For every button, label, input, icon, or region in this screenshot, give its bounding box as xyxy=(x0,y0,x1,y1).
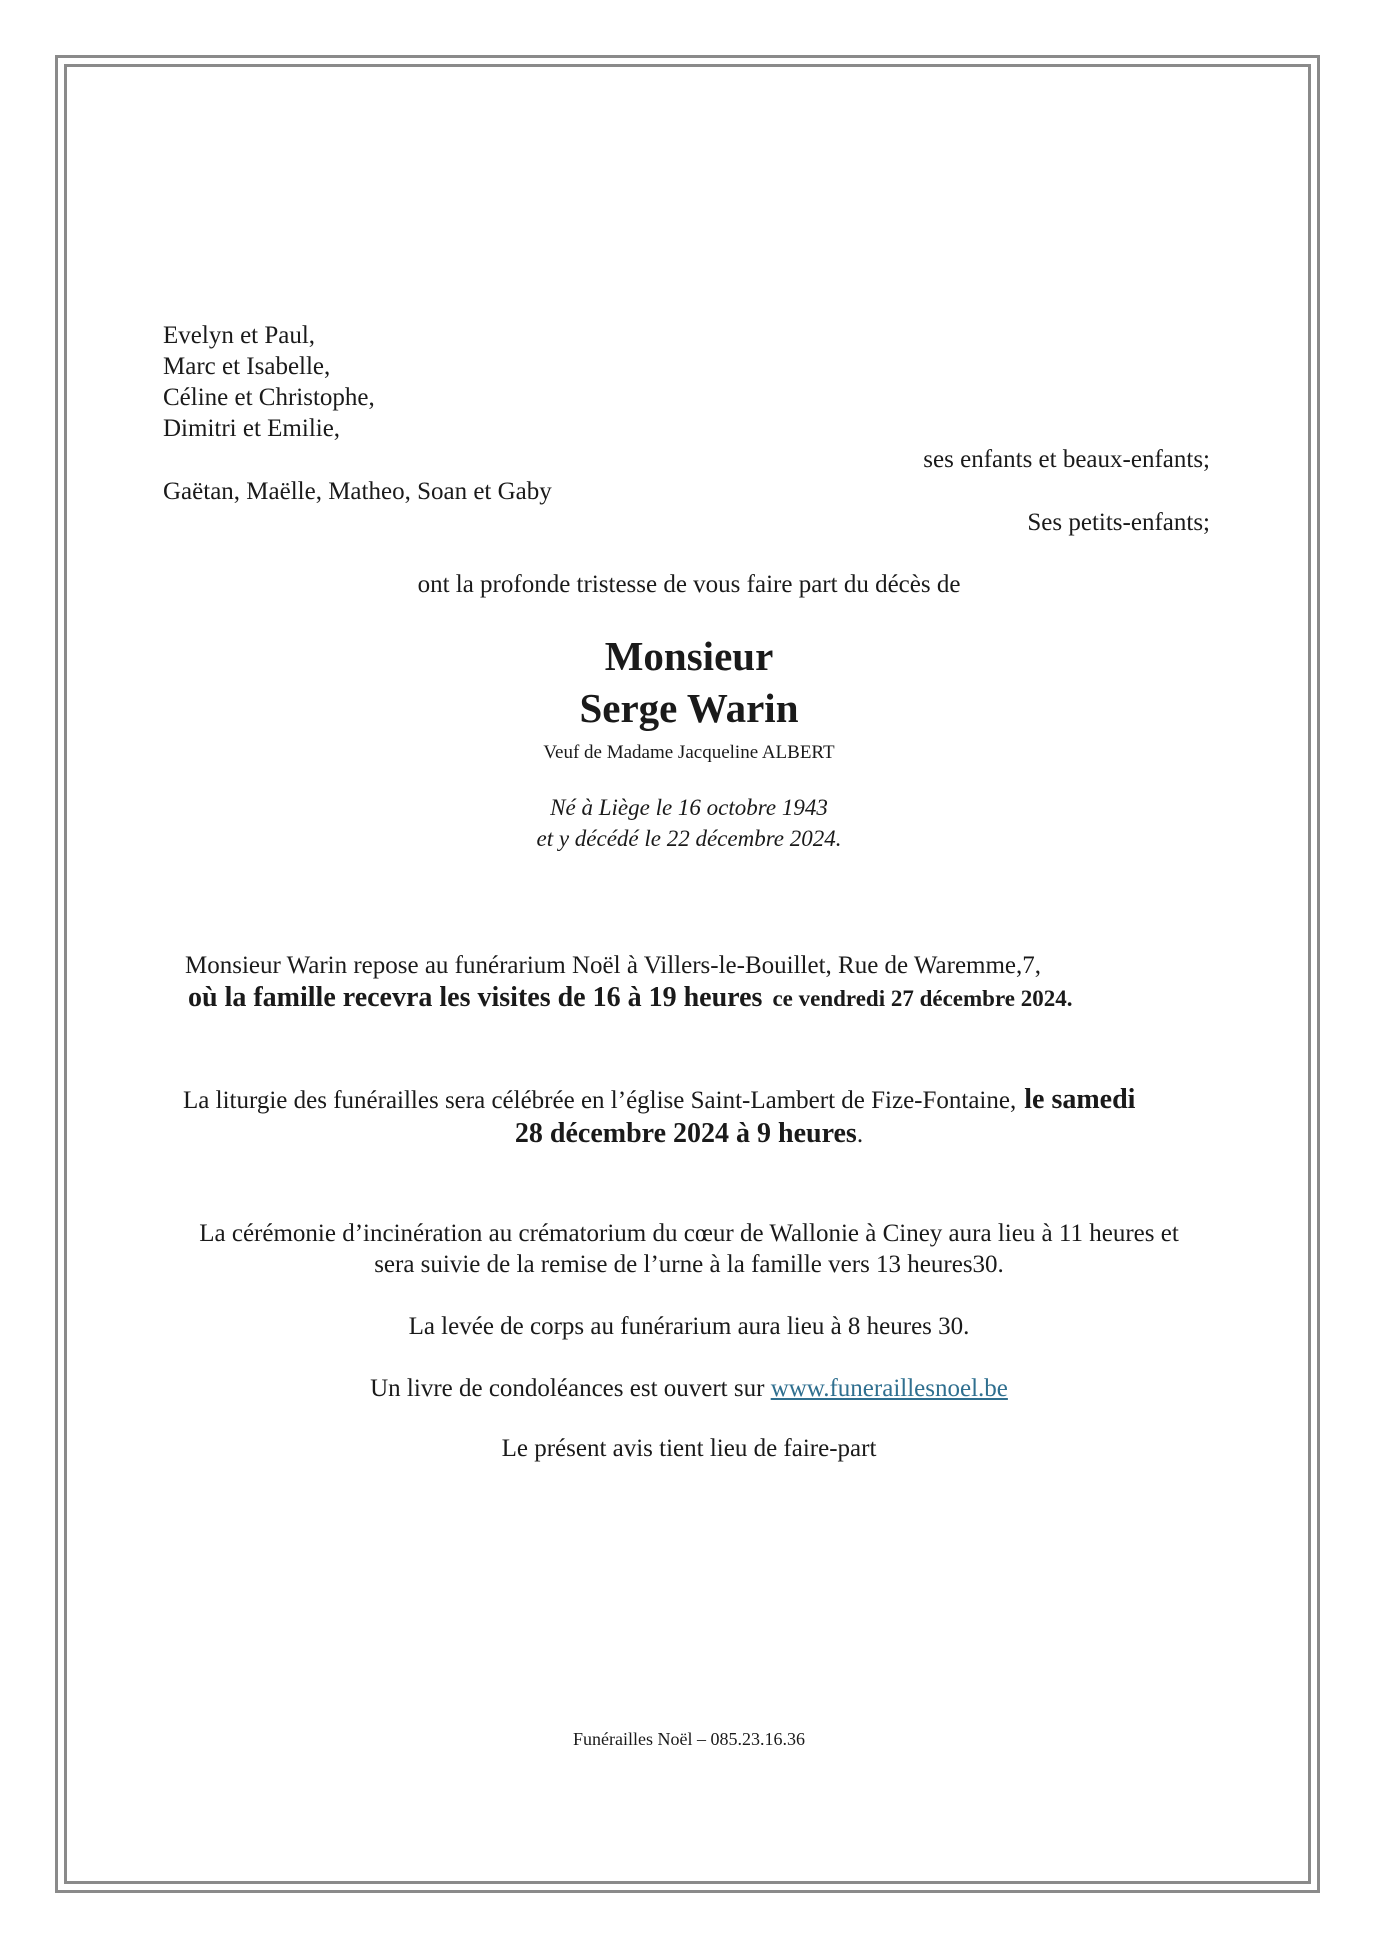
condolences-line xyxy=(0,1375,1378,1403)
visitation-line2 xyxy=(188,982,1072,1014)
family-child-3: Céline et Christophe, xyxy=(163,384,375,411)
levee-text: La levée de corps au funérarium aura lieu à 8 heures 30. xyxy=(408,1313,970,1340)
liturgy-text: La liturgie des funérailles sera célébrée en l’église Saint-Lambert de Fize-Fontaine, xyxy=(183,1087,1017,1114)
deceased-death: et y décédé le 22 décembre 2024. xyxy=(536,826,842,851)
family-child-1: Evelyn et Paul, xyxy=(163,322,316,349)
condolences-link[interactable]: www.funeraillesnoel.be xyxy=(770,1375,1008,1402)
grandchildren-label: Ses petits-enfants; xyxy=(1027,509,1210,536)
liturgy-line2 xyxy=(0,1118,1378,1150)
liturgy-datetime: 28 décembre 2024 à 9 heures xyxy=(514,1118,857,1149)
footer-contact: Funérailles Noël – 085.23.16.36 xyxy=(573,1729,805,1749)
liturgy-day: le samedi xyxy=(1024,1084,1136,1115)
deceased-name: Serge Warin xyxy=(579,685,799,731)
visitation-line1: Monsieur Warin repose au funérarium Noël à Villers-le-Bouillet, Rue de Waremme,7, xyxy=(185,952,1042,979)
grandchildren-names: Gaëtan, Maëlle, Matheo, Soan et Gaby xyxy=(163,478,552,505)
deceased-birth: Né à Liège le 16 octobre 1943 xyxy=(550,795,828,820)
notice-text: Le présent avis tient lieu de faire-part xyxy=(501,1435,877,1462)
children-label: ses enfants et beaux-enfants; xyxy=(923,446,1210,473)
liturgy-line1 xyxy=(183,1084,1135,1116)
deceased-spouse: Veuf de Madame Jacqueline ALBERT xyxy=(543,742,835,763)
deceased-title: Monsieur xyxy=(604,633,774,679)
family-child-2: Marc et Isabelle, xyxy=(163,353,331,380)
cremation-line2: sera suivie de la remise de l’urne à la famille vers 13 heures30. xyxy=(374,1251,1004,1278)
visitation-hours: où la famille recevra les visites de 16 à 19 heures xyxy=(188,982,763,1013)
visitation-date: ce vendredi 27 décembre 2024. xyxy=(772,986,1073,1011)
liturgy-period: . xyxy=(856,1121,864,1148)
cremation-line1: La cérémonie d’incinération au crématorium du cœur de Wallonie à Ciney aura lieu à 11 heures et xyxy=(199,1220,1179,1247)
announcement: ont la profonde tristesse de vous faire part du décès de xyxy=(417,571,961,598)
family-child-4: Dimitri et Emilie, xyxy=(163,415,341,442)
condolences-text: Un livre de condoléances est ouvert sur xyxy=(370,1375,765,1402)
